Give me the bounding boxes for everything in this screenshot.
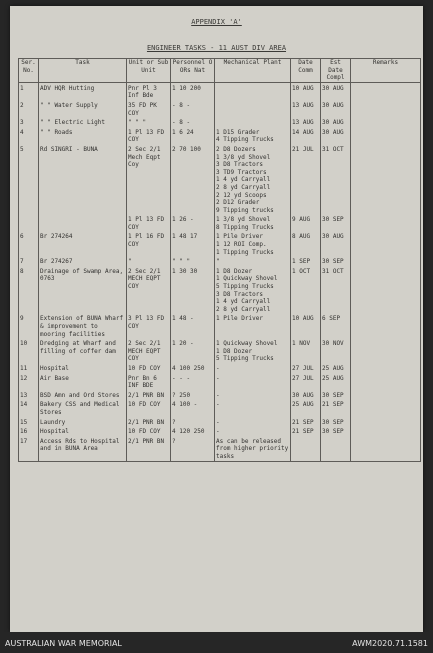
table-row bbox=[19, 100, 421, 117]
cell-remarks bbox=[351, 127, 421, 144]
cell-personnel: ? bbox=[171, 436, 215, 461]
table-row bbox=[19, 436, 421, 461]
cell-est-date: 30 AUG bbox=[321, 82, 351, 100]
cell-plant: 2 D8 Dozers 1 3/8 yd Shovel 3 D8 Tractors 3 TD9 Tractors 1 4 yd Carryall 2 8 yd Carryall 2 12 yd Scoops 2 D12 Grader 9 Tipping trucks bbox=[215, 144, 291, 214]
cell-remarks bbox=[351, 426, 421, 436]
cell-task: Dredging at Wharf and filling of coffer dam bbox=[39, 338, 127, 363]
cell-personnel: - 8 - bbox=[171, 100, 215, 117]
cell-ser: 12 bbox=[19, 373, 39, 390]
cell-est-date: 30 AUG bbox=[321, 117, 351, 127]
cell-plant: 1 Pile Driver 1 12 ROI Comp. 1 Tipping Trucks bbox=[215, 231, 291, 256]
cell-est-date: 30 SEP bbox=[321, 417, 351, 427]
cell-unit: " bbox=[127, 256, 171, 266]
cell-date-comm bbox=[291, 436, 321, 461]
table-row bbox=[19, 231, 421, 256]
cell-est-date: 6 SEP bbox=[321, 313, 351, 338]
cell-plant: 1 Quickway Shovel 1 D8 Dozer 5 Tipping Trucks bbox=[215, 338, 291, 363]
cell-remarks bbox=[351, 117, 421, 127]
cell-task: Access Rds to Hospital and in BUNA Area bbox=[39, 436, 127, 461]
cell-unit: 2/1 PNR BN bbox=[127, 417, 171, 427]
cell-plant: - bbox=[215, 399, 291, 416]
cell-unit: 2/1 PNR BN bbox=[127, 390, 171, 400]
cell-est-date: 31 OCT bbox=[321, 266, 351, 314]
cell-remarks bbox=[351, 214, 421, 231]
cell-task: " " Electric Light bbox=[39, 117, 127, 127]
cell-ser: 7 bbox=[19, 256, 39, 266]
cell-plant: As can be released from higher priority tasks bbox=[215, 436, 291, 461]
header-task: Task bbox=[39, 59, 127, 83]
cell-remarks bbox=[351, 363, 421, 373]
cell-date-comm: 13 AUG bbox=[291, 100, 321, 117]
cell-ser: 6 bbox=[19, 231, 39, 256]
table-row bbox=[19, 127, 421, 144]
table-header-row bbox=[19, 59, 421, 83]
cell-ser: 13 bbox=[19, 390, 39, 400]
table-row bbox=[19, 426, 421, 436]
cell-remarks bbox=[351, 82, 421, 100]
cell-ser: 4 bbox=[19, 127, 39, 144]
cell-personnel: - - - bbox=[171, 373, 215, 390]
cell-date-comm: 1 SEP bbox=[291, 256, 321, 266]
table-row bbox=[19, 390, 421, 400]
cell-date-comm: 27 JUL bbox=[291, 373, 321, 390]
cell-unit: 35 FD PK COY bbox=[127, 100, 171, 117]
cell-date-comm: 8 AUG bbox=[291, 231, 321, 256]
cell-est-date: 25 AUG bbox=[321, 363, 351, 373]
table-row bbox=[19, 214, 421, 231]
cell-ser: 1 bbox=[19, 82, 39, 100]
cell-date-comm: 27 JUL bbox=[291, 363, 321, 373]
cell-est-date: 30 SEP bbox=[321, 256, 351, 266]
cell-est-date: 31 OCT bbox=[321, 144, 351, 214]
table-body bbox=[19, 82, 421, 461]
cell-ser: 15 bbox=[19, 417, 39, 427]
cell-ser: 16 bbox=[19, 426, 39, 436]
cell-personnel: ? 250 bbox=[171, 390, 215, 400]
cell-remarks bbox=[351, 417, 421, 427]
cell-est-date: 30 AUG bbox=[321, 231, 351, 256]
table-row bbox=[19, 144, 421, 214]
table-row bbox=[19, 82, 421, 100]
header-unit: Unit or Sub Unit bbox=[127, 59, 171, 83]
cell-est-date: 30 AUG bbox=[321, 100, 351, 117]
cell-personnel: ? bbox=[171, 417, 215, 427]
cell-plant bbox=[215, 100, 291, 117]
engineer-tasks-table bbox=[18, 58, 421, 462]
cell-est-date: 21 SEP bbox=[321, 399, 351, 416]
cell-date-comm: 14 AUG bbox=[291, 127, 321, 144]
cell-date-comm: 1 NOV bbox=[291, 338, 321, 363]
cell-unit: " " " bbox=[127, 117, 171, 127]
cell-plant: " bbox=[215, 256, 291, 266]
cell-est-date: 30 SEP bbox=[321, 214, 351, 231]
cell-personnel: 4 100 - bbox=[171, 399, 215, 416]
cell-personnel: 1 26 - bbox=[171, 214, 215, 231]
cell-task: Air Base bbox=[39, 373, 127, 390]
archive-footer bbox=[0, 632, 433, 653]
cell-unit: 2 Sec 2/1 MECH EQPT COY bbox=[127, 266, 171, 314]
cell-est-date: 30 SEP bbox=[321, 426, 351, 436]
cell-personnel: 1 48 - bbox=[171, 313, 215, 338]
cell-personnel: 2 70 100 bbox=[171, 144, 215, 214]
cell-date-comm: 21 SEP bbox=[291, 426, 321, 436]
cell-plant: - bbox=[215, 390, 291, 400]
cell-ser: 11 bbox=[19, 363, 39, 373]
cell-task: Bakery CSS and Medical Stores bbox=[39, 399, 127, 416]
cell-remarks bbox=[351, 373, 421, 390]
table-row bbox=[19, 399, 421, 416]
cell-date-comm: 21 SEP bbox=[291, 417, 321, 427]
table-row bbox=[19, 117, 421, 127]
cell-unit: Pnr Bn 6 INF BDE bbox=[127, 373, 171, 390]
cell-personnel: 1 20 - bbox=[171, 338, 215, 363]
cell-date-comm: 21 JUL bbox=[291, 144, 321, 214]
cell-task: " " Roads bbox=[39, 127, 127, 144]
document-page bbox=[10, 6, 423, 632]
cell-task: ADV HQR Hutting bbox=[39, 82, 127, 100]
cell-ser: 17 bbox=[19, 436, 39, 461]
cell-task: Drainage of Swamp Area, 0763 bbox=[39, 266, 127, 314]
cell-remarks bbox=[351, 313, 421, 338]
cell-unit: 10 FD COY bbox=[127, 426, 171, 436]
header-date-comm: Date Comm bbox=[291, 59, 321, 83]
cell-task: Extension of BUNA Wharf & improvement to mooring facilities bbox=[39, 313, 127, 338]
cell-unit: 2/1 PNR BN bbox=[127, 436, 171, 461]
cell-est-date bbox=[321, 436, 351, 461]
header-personnel: Personnel O ORs Nat bbox=[171, 59, 215, 83]
cell-plant bbox=[215, 117, 291, 127]
cell-ser: 10 bbox=[19, 338, 39, 363]
document-subtitle: ENGINEER TASKS - 11 AUST DIV AREA bbox=[146, 44, 287, 52]
cell-date-comm: 10 AUG bbox=[291, 82, 321, 100]
cell-date-comm: 25 AUG bbox=[291, 399, 321, 416]
cell-unit: 1 Pl 13 FD COY bbox=[127, 214, 171, 231]
cell-unit: 10 FD COY bbox=[127, 363, 171, 373]
cell-date-comm: 1 OCT bbox=[291, 266, 321, 314]
cell-plant bbox=[215, 82, 291, 100]
cell-task: Rd SINGRI - BUNA bbox=[39, 144, 127, 214]
cell-unit: 2 Sec 2/1 Mech Eqpt Coy bbox=[127, 144, 171, 214]
cell-est-date: 30 NOV bbox=[321, 338, 351, 363]
cell-ser: 2 bbox=[19, 100, 39, 117]
cell-remarks bbox=[351, 390, 421, 400]
table-row bbox=[19, 363, 421, 373]
table-row bbox=[19, 313, 421, 338]
cell-ser: 8 bbox=[19, 266, 39, 314]
table-row bbox=[19, 417, 421, 427]
table-row bbox=[19, 373, 421, 390]
cell-remarks bbox=[351, 436, 421, 461]
cell-remarks bbox=[351, 399, 421, 416]
cell-est-date: 30 AUG bbox=[321, 127, 351, 144]
cell-est-date: 25 AUG bbox=[321, 373, 351, 390]
cell-task bbox=[39, 214, 127, 231]
cell-plant: 1 D8 Dozer 1 Quickway Shovel 5 Tipping Trucks 3 D8 Tractors 1 4 yd Carryall 2 8 yd Carryall bbox=[215, 266, 291, 314]
cell-date-comm: 13 AUG bbox=[291, 117, 321, 127]
cell-unit: 1 Pl 16 FD COY bbox=[127, 231, 171, 256]
cell-task: BSD Amn and Ord Stores bbox=[39, 390, 127, 400]
cell-plant: - bbox=[215, 363, 291, 373]
cell-unit: 2 Sec 2/1 MECH EQPT COY bbox=[127, 338, 171, 363]
cell-personnel: 4 100 250 bbox=[171, 363, 215, 373]
cell-date-comm: 30 AUG bbox=[291, 390, 321, 400]
table-row bbox=[19, 256, 421, 266]
cell-date-comm: 9 AUG bbox=[291, 214, 321, 231]
document-title: APPENDIX 'A' bbox=[191, 18, 242, 26]
cell-remarks bbox=[351, 100, 421, 117]
cell-remarks bbox=[351, 266, 421, 314]
cell-unit: 1 Pl 13 FD COY bbox=[127, 127, 171, 144]
cell-ser: 14 bbox=[19, 399, 39, 416]
cell-task: Br 274264 bbox=[39, 231, 127, 256]
cell-task: Br 274267 bbox=[39, 256, 127, 266]
cell-personnel: 1 48 17 bbox=[171, 231, 215, 256]
cell-ser: 5 bbox=[19, 144, 39, 214]
cell-remarks bbox=[351, 256, 421, 266]
cell-plant: - bbox=[215, 373, 291, 390]
cell-personnel: 1 10 200 bbox=[171, 82, 215, 100]
cell-remarks bbox=[351, 231, 421, 256]
cell-ser: 9 bbox=[19, 313, 39, 338]
cell-plant: - bbox=[215, 426, 291, 436]
cell-task: Hospital bbox=[39, 363, 127, 373]
cell-personnel: 1 6 24 bbox=[171, 127, 215, 144]
cell-ser bbox=[19, 214, 39, 231]
cell-unit: 10 FD COY bbox=[127, 399, 171, 416]
header-est-date: Est Date Compl bbox=[321, 59, 351, 83]
cell-unit: Pnr Pl 3 Inf Bde bbox=[127, 82, 171, 100]
cell-remarks bbox=[351, 338, 421, 363]
cell-personnel: - 8 - bbox=[171, 117, 215, 127]
cell-task: Laundry bbox=[39, 417, 127, 427]
cell-personnel: 4 120 250 bbox=[171, 426, 215, 436]
cell-est-date: 30 SEP bbox=[321, 390, 351, 400]
header-ser-no: Ser. No. bbox=[19, 59, 39, 83]
archive-name: AUSTRALIAN WAR MEMORIAL bbox=[5, 639, 122, 648]
cell-unit: 3 Pl 13 FD COY bbox=[127, 313, 171, 338]
cell-task: Hospital bbox=[39, 426, 127, 436]
cell-date-comm: 10 AUG bbox=[291, 313, 321, 338]
cell-plant: 1 D15 Grader 4 Tipping Trucks bbox=[215, 127, 291, 144]
cell-plant: 1 Pile Driver bbox=[215, 313, 291, 338]
cell-personnel: 1 30 30 bbox=[171, 266, 215, 314]
cell-personnel: " " " bbox=[171, 256, 215, 266]
archive-reference: AWM2020.71.1581 bbox=[352, 639, 428, 648]
table-row bbox=[19, 338, 421, 363]
table-row bbox=[19, 266, 421, 314]
cell-remarks bbox=[351, 144, 421, 214]
header-remarks: Remarks bbox=[351, 59, 421, 83]
cell-plant: 1 3/8 yd Shovel 8 Tipping Trucks bbox=[215, 214, 291, 231]
header-plant: Mechanical Plant bbox=[215, 59, 291, 83]
cell-ser: 3 bbox=[19, 117, 39, 127]
cell-task: " " Water Supply bbox=[39, 100, 127, 117]
cell-plant: - bbox=[215, 417, 291, 427]
